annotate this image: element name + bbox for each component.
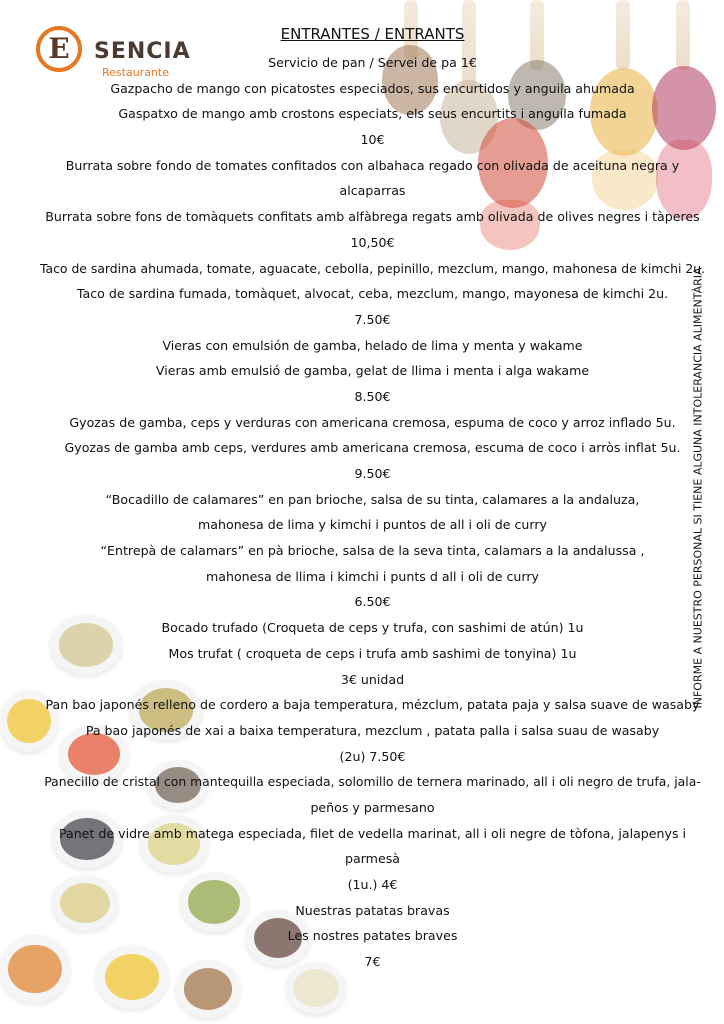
menu-line: Burrata sobre fons de tomàquets confitats amb alfàbrega regats amb olivada de olives negres i tàperes: [45, 209, 700, 225]
logo-letter: E: [48, 32, 70, 65]
menu-line: Gyozas de gamba amb ceps, verdures amb americana cremosa, escuma de coco i arròs inflat 5u.: [64, 440, 681, 456]
menu-line: Bocado trufado (Croqueta de ceps y trufa, con sashimi de atún) 1u: [161, 620, 584, 636]
menu-line: peños y parmesano: [310, 799, 435, 815]
menu-content: [40, 22, 705, 975]
menu-price: 7.50€: [354, 311, 391, 327]
menu-line: Panet de vidre amb matega especiada, filet de vedella marinat, all i oli negre de tòfona, jalapenys i: [58, 825, 687, 841]
menu-price: 7€: [364, 954, 381, 970]
menu-price: 9.50€: [354, 466, 391, 481]
menu-line: Nuestras patatas bravas: [295, 902, 450, 918]
menu-line: Burrata sobre fondo de tomates confitados con albahaca regado con olivada de aceituna negra y: [65, 157, 680, 173]
menu-price: (1u.) 4€: [347, 877, 398, 892]
menu-price: 8.50€: [354, 388, 391, 404]
menu-line: Gazpacho de mango con picatostes especiados, sus encurtidos y anguila ahumada: [110, 80, 635, 96]
menu-line: Vieras con emulsión de gamba, helado de lima y menta y wakame: [162, 337, 583, 353]
menu-line: Servicio de pan / Servei de pa 1€: [268, 55, 477, 70]
menu-line: Taco de sardina ahumada, tomate, aguacate, cebolla, pepinillo, mezclum, mango, mahonesa de kimchi 2u.: [40, 260, 706, 276]
menu-line: Vieras amb emulsió de gamba, gelat de llima i menta i alga wakame: [155, 363, 590, 379]
menu-line: “Entrepà de calamars” en pà brioche, salsa de la seva tinta, calamars a la andalussa ,: [100, 543, 645, 559]
allergy-notice-text: INFORME A NUESTRO PERSONAL SI TIENE ALGUNA INTOLERANCIA ALIMENTÀRIA: [691, 267, 705, 709]
menu-price: (2u) 7.50€: [339, 748, 406, 764]
menu-line: Gaspatxo de mango amb crostons especiats, els seus encurtits i anguila fumada: [118, 106, 627, 122]
menu-price: 6.50€: [354, 594, 391, 610]
menu-line: parmesà: [345, 851, 400, 867]
menu-price: 10,50€: [350, 234, 395, 250]
menu-line: “Bocadillo de calamares” en pan brioche, salsa de su tinta, calamares a la andaluza,: [105, 491, 640, 507]
menu-line: Pan bao japonés relleno de cordero a baja temperatura, mézclum, patata paja y salsa suave de wasaby: [45, 697, 700, 713]
menu-line: mahonesa de lima y kimchi i puntos de all i oli de curry: [198, 517, 547, 533]
menu-price: 10€: [360, 132, 385, 148]
menu-line: Taco de sardina fumada, tomàquet, alvocat, ceba, mezclum, mango, mayonesa de kimchi 2u.: [76, 286, 669, 302]
menu-line: Gyozas de gamba, ceps y verduras con americana cremosa, espuma de coco y arroz inflado 5u.: [69, 414, 676, 430]
menu-line: Panecillo de cristal con mantequilla especiada, solomillo de ternera marinado, all i oli negro de trufa, jala-: [44, 774, 701, 790]
menu-line: mahonesa de llima i kimchi i punts d all i oli de curry: [205, 568, 539, 584]
logo-subtitle: Restaurante: [102, 66, 169, 79]
menu-price: 3€ unidad: [340, 671, 405, 687]
section-title: ENTRANTES / ENTRANTS: [280, 25, 465, 43]
menu-line: Mos trufat ( croqueta de ceps i trufa amb sashimi de tonyina) 1u: [168, 645, 577, 661]
menu-line: Pa bao japonés de xai a baixa temperatura, mezclum , patata palla i salsa suau de wasaby: [85, 722, 660, 738]
logo-wordmark: SENCIA: [94, 39, 191, 64]
menu-line: alcaparras: [339, 183, 406, 199]
menu-line: Les nostres patates braves: [287, 928, 458, 944]
